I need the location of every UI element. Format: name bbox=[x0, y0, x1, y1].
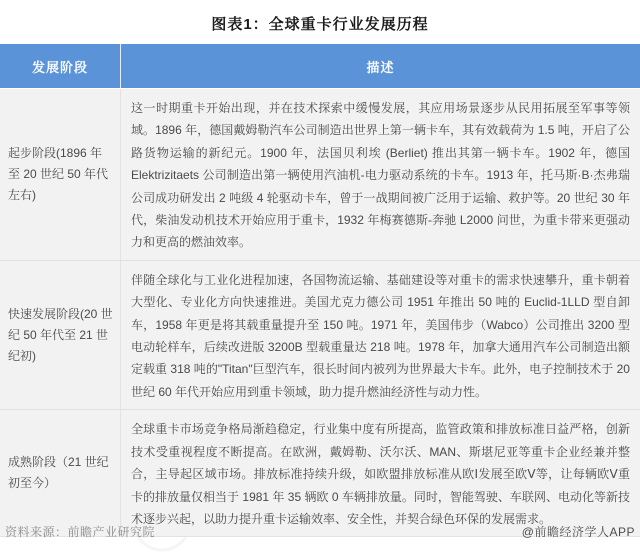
column-header-description: 描述 bbox=[366, 59, 395, 75]
table-row-startup-stage bbox=[0, 88, 640, 260]
table-row-mature-stage bbox=[0, 409, 640, 536]
development-history-table bbox=[0, 44, 640, 537]
footer bbox=[5, 523, 635, 540]
table-header-row bbox=[0, 44, 640, 88]
stage-cell: 快速发展阶段(20 世纪 50 年代至 21 世纪初) bbox=[0, 261, 121, 409]
stage-cell: 成熟阶段（21 世纪初至今） bbox=[0, 410, 121, 536]
data-source-label: 资料来源：前瞻产业研究院 bbox=[5, 525, 156, 539]
page-title: 图表1：全球重卡行业发展历程 bbox=[211, 16, 429, 33]
column-header-stage: 发展阶段 bbox=[0, 44, 121, 88]
description-cell: 伴随全球化与工业化进程加速，各国物流运输、基础建设等对重卡的需求快速攀升，重卡朝着大型化、专业化方向快速推进。美国尤克力德公司 1951 年推出 50 吨的 Euclid-1LLD 型自卸车，1958 年更是将其载重量提升至 150 吨。1971 年，美国伟步（Wabco）公司推出 3200 型电动轮样车，后续改进版 3200B 型载重量达 218 吨。1978 年，加拿大通用汽车公司制造出额定载重 318 吨的"Titan"巨型汽车，很长时间内被列为世界最大卡车。此外，电子控制技术于 20 世纪 60 年代开始应用到重卡领域，助力提升燃油经济性与动力性。 bbox=[131, 272, 630, 399]
table-row-rapid-development-stage bbox=[0, 260, 640, 409]
credit-label: @前瞻经济学人APP bbox=[521, 525, 635, 539]
description-cell: 这一时期重卡开始出现，并在技术探索中缓慢发展，其应用场景逐步从民用拓展至军事等领域。1896 年，德国戴姆勒汽车公司制造出世界上第一辆卡车，其有效载荷为 1.5 吨，开启了公路货物运输的新纪元。1900 年，法国贝利埃 (Berliet) 推出其第一辆卡车。1902 年，德国 Elektrizitaets 公司制造出第一辆使用汽油机-电力驱动系统的卡车。1913 年，托马斯·B·杰弗瑞公司成功研发出 2 吨级 4 轮驱动卡车，曾于一战期间被广泛用于运输、救护等。20 世纪 30 年代，柴油发动机技术开始应用于重卡，1932 年梅赛德斯-奔驰 L2000 问世，为重卡带来更强动力和更高的燃油效率。 bbox=[131, 101, 630, 250]
stage-cell: 起步阶段(1896 年至 20 世纪 50 年代左右) bbox=[0, 89, 121, 260]
description-cell: 全球重卡市场竞争格局渐趋稳定，行业集中度有所提高，监管政策和排放标准日益严格，创新技术受重视程度不断提高。在欧洲，戴姆勒、沃尔沃、MAN、斯堪尼亚等重卡企业经兼并整合，主导起区域市场。排放标准持续升级，如欧盟排放标准从欧Ⅰ发展至欧Ⅴ等，让每辆欧Ⅴ重卡的排放量仅相当于 1981 年 35 辆欧 0 车辆排放量。同时，智能驾驶、车联网、电动化等新技术逐步兴起，以助力提升重卡运输效率、安全性，并契合绿色环保的发展需求。 bbox=[131, 422, 630, 526]
